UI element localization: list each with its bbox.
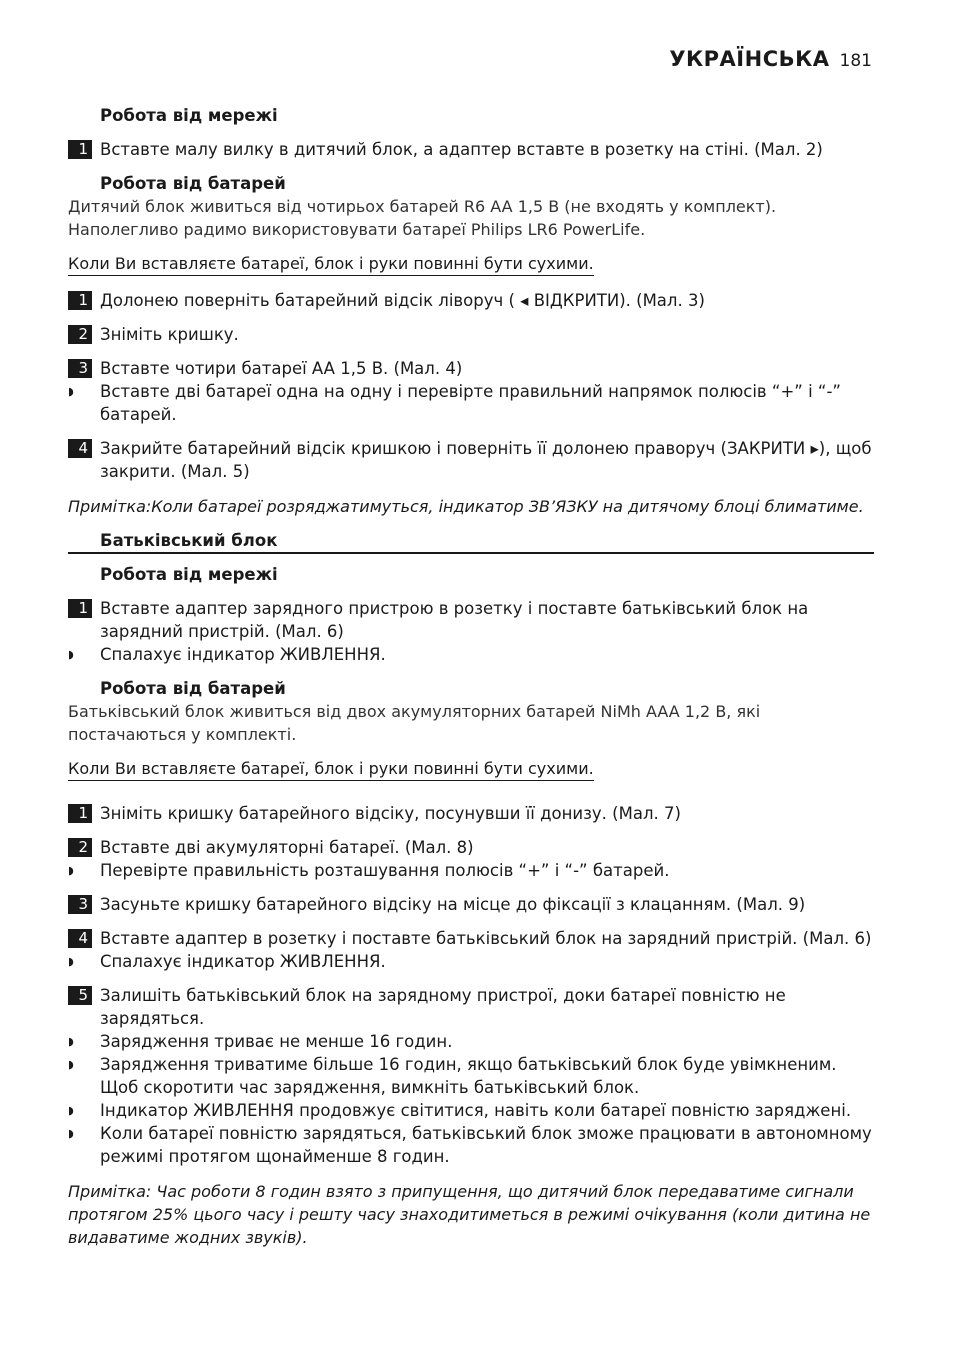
bullet-item [68,1030,874,1053]
step-number: 2 [68,325,92,344]
bullet-arrow-icon: ◗ [68,1127,74,1140]
bullet-item [68,859,874,882]
step-text: Засуньте кришку батарейного відсіку на місце до фіксації з клацанням. (Мал. 9) [100,895,806,914]
bullet-arrow-icon: ◗ [68,1104,74,1117]
section-heading: Робота від мережі [100,106,278,125]
bullet-text: Індикатор ЖИВЛЕННЯ продовжує світитися, навіть коли батареї повністю заряджені. [100,1101,852,1120]
language-label: УКРАЇНСЬКА [669,47,830,71]
step-text: Залишіть батьківський блок на зарядному пристрої, доки батареї повністю не зарядяться. [100,986,786,1028]
step-text: Закрийте батарейний відсік кришкою і поверніть її долонею праворуч (ЗАКРИТИ ▸), щоб закрити. (Мал. 5) [100,439,872,481]
paragraph: постачаються у комплекті. [68,725,297,744]
step-number: 1 [68,804,92,823]
page-content [68,104,874,1249]
note-text: Примітка: Час роботи 8 годин взято з припущення, що дитячий блок передаватиме сигнали протягом 25% цього часу і решту часу знаходитиметься в режимі очікування (коли дитина не видаватиме жодних звуків). [68,1182,871,1247]
bullet-item [68,1099,874,1122]
step-item [68,323,874,346]
section-heading: Робота від батарей [100,174,286,193]
note-text: Примітка:Коли батареї розряджатимуться, індикатор ЗВ’ЯЗКУ на дитячому блоці блиматиме. [68,497,864,516]
step-number: 5 [68,986,92,1005]
step-text: Долонею поверніть батарейний відсік ліворуч ( ◂ ВІДКРИТИ). (Мал. 3) [100,291,705,310]
step-item [68,357,874,380]
step-number: 3 [68,895,92,914]
bullet-arrow-icon: ◗ [68,1058,74,1071]
step-number: 1 [68,599,92,618]
step-item [68,138,874,161]
warning-text: Коли Ви вставляєте батареї, блок і руки повинні бути сухими. [68,758,594,781]
step-item [68,437,874,483]
paragraph: Батьківський блок живиться від двох акумуляторних батарей NiMh AAA 1,2 В, які [68,702,761,721]
bullet-text: Перевірте правильність розташування полюсів “+” і “-” батарей. [100,861,670,880]
warning-text: Коли Ви вставляєте батареї, блок і руки повинні бути сухими. [68,253,594,276]
bullet-text: Зарядження триватиме більше 16 годин, якщо батьківський блок буде увімкненим. Щоб скоротити час зарядження, вимкніть батьківський блок. [100,1055,837,1097]
step-text: Вставте чотири батареї AA 1,5 В. (Мал. 4) [100,359,463,378]
step-text: Зніміть кришку. [100,325,239,344]
page-header [669,47,872,71]
step-number: 4 [68,439,92,458]
step-item [68,984,874,1030]
step-number: 2 [68,838,92,857]
section-heading: Робота від батарей [100,679,286,698]
section-heading: Робота від мережі [100,565,278,584]
bullet-arrow-icon: ◗ [68,1035,74,1048]
step-item [68,802,874,825]
page-number: 181 [839,51,872,71]
bullet-text: Спалахує індикатор ЖИВЛЕННЯ. [100,645,386,664]
bullet-item [68,1122,874,1168]
section-title: Батьківський блок [100,531,278,550]
step-item [68,893,874,916]
step-text: Вставте малу вилку в дитячий блок, а адаптер вставте в розетку на стіні. (Мал. 2) [100,140,823,159]
step-text: Вставте адаптер в розетку і поставте батьківський блок на зарядний пристрій. (Мал. 6) [100,929,872,948]
bullet-arrow-icon: ◗ [68,955,74,968]
paragraph: Дитячий блок живиться від чотирьох батарей R6 AA 1,5 В (не входять у комплект). [68,197,777,216]
bullet-text: Зарядження триває не менше 16 годин. [100,1032,453,1051]
bullet-item [68,1053,874,1099]
bullet-item [68,380,874,426]
paragraph: Наполегливо радимо використовувати батареї Philips LR6 PowerLife. [68,220,646,239]
step-text: Вставте дві акумуляторні батареї. (Мал. 8) [100,838,474,857]
step-text: Вставте адаптер зарядного пристрою в розетку і поставте батьківський блок на зарядний пристрій. (Мал. 6) [100,599,809,641]
step-item [68,836,874,859]
step-item [68,597,874,643]
step-number: 4 [68,929,92,948]
bullet-arrow-icon: ◗ [68,385,74,398]
bullet-text: Коли батареї повністю зарядяться, батьківський блок зможе працювати в автономному режимі протягом щонайменше 8 годин. [100,1124,872,1166]
bullet-text: Вставте дві батареї одна на одну і перевірте правильний напрямок полюсів “+” і “-” батарей. [100,382,841,424]
step-number: 3 [68,359,92,378]
bullet-arrow-icon: ◗ [68,648,74,661]
step-item [68,927,874,950]
step-text: Зніміть кришку батарейного відсіку, посунувши її донизу. (Мал. 7) [100,804,681,823]
bullet-arrow-icon: ◗ [68,864,74,877]
step-number: 1 [68,140,92,159]
bullet-item [68,950,874,973]
bullet-text: Спалахує індикатор ЖИВЛЕННЯ. [100,952,386,971]
bullet-item [68,643,874,666]
step-item [68,289,874,312]
section-title-block [68,529,874,554]
step-number: 1 [68,291,92,310]
